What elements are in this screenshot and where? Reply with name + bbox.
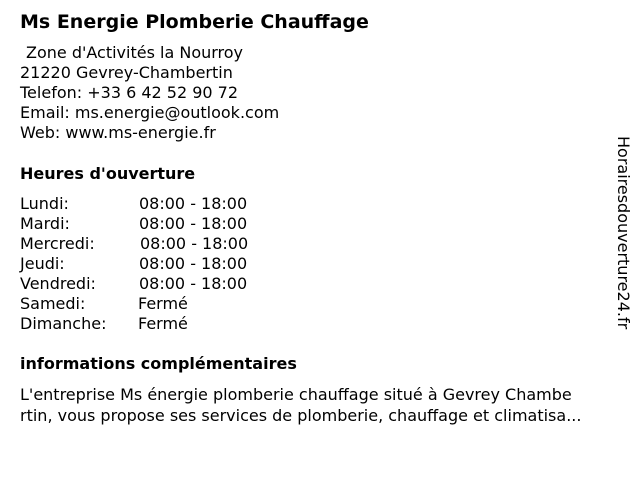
day-label: Samedi: xyxy=(20,294,86,313)
time-value: 08:00 - 18:00 xyxy=(139,214,248,233)
additional-info-heading: informations complémentaires xyxy=(20,354,297,373)
day-label: Dimanche: xyxy=(20,314,107,333)
email-line[interactable]: Email: ms.energie@outlook.com xyxy=(20,103,280,122)
description-line-1: L'entreprise Ms énergie plomberie chauffage situé à Gevrey Chambe xyxy=(20,385,572,404)
web-line[interactable]: Web: www.ms-energie.fr xyxy=(20,123,216,142)
day-label: Vendredi: xyxy=(20,274,96,293)
day-label: Lundi: xyxy=(20,194,69,213)
site-watermark: Horairesdouverture24.fr xyxy=(614,136,633,330)
day-label: Mercredi: xyxy=(20,234,95,253)
time-value: 08:00 - 18:00 xyxy=(140,234,249,253)
time-value: 08:00 - 18:00 xyxy=(139,194,248,213)
address-city: 21220 Gevrey-Chambertin xyxy=(20,63,233,82)
address-block xyxy=(20,43,279,143)
business-name: Ms Energie Plomberie Chauffage xyxy=(20,11,369,33)
day-label: Mardi: xyxy=(20,214,70,233)
description-line-2[interactable]: rtin, vous propose ses services de plomberie, chauffage et climatisa... xyxy=(20,406,582,425)
time-value: Fermé xyxy=(138,314,188,333)
time-value: 08:00 - 18:00 xyxy=(139,254,248,273)
day-label: Jeudi: xyxy=(20,254,65,273)
phone-line[interactable]: Telefon: +33 6 42 52 90 72 xyxy=(20,83,239,102)
business-description xyxy=(20,384,630,426)
address-street: Zone d'Activités la Nourroy xyxy=(26,43,244,62)
opening-hours-heading: Heures d'ouverture xyxy=(20,164,196,183)
time-value: Fermé xyxy=(138,294,188,313)
time-value: 08:00 - 18:00 xyxy=(139,274,248,293)
